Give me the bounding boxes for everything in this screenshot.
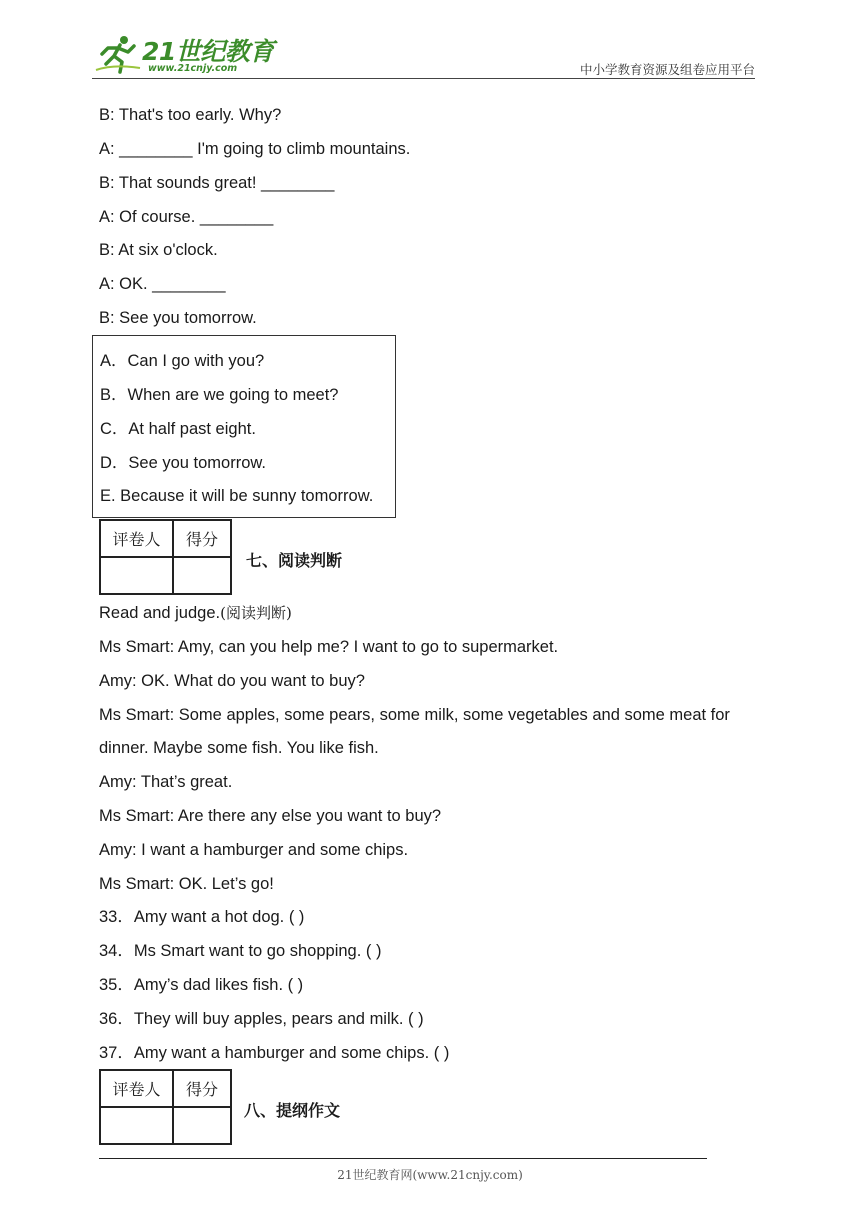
- grader-cell: [100, 1107, 173, 1144]
- grader-label: 评卷人: [100, 1070, 173, 1107]
- runner-logo-icon: [94, 34, 142, 74]
- question-34: 34．Ms Smart want to go shopping. ( ): [99, 942, 382, 960]
- dialogue-line: B: At six o'clock.: [99, 241, 218, 259]
- option-d: D．See you tomorrow.: [100, 454, 266, 472]
- question-35: 35．Amy’s dad likes fish. ( ): [99, 976, 304, 994]
- score-label: 得分: [173, 1070, 231, 1107]
- question-33: 33．Amy want a hot dog. ( ): [99, 908, 305, 926]
- passage-line: Amy: That’s great.: [99, 773, 233, 791]
- passage-line: Ms Smart: Are there any else you want to buy?: [99, 807, 442, 825]
- section-title: 七、阅读判断: [246, 551, 343, 570]
- option-b: B．When are we going to meet?: [100, 386, 339, 404]
- dialogue-line: B: That's too early. Why?: [99, 106, 282, 124]
- passage-line: Ms Smart: Amy, can you help me? I want to go to supermarket.: [99, 638, 559, 656]
- score-table: [99, 1069, 232, 1145]
- passage-line: Ms Smart: Some apples, some pears, some milk, some vegetables and some meat for: [99, 706, 730, 724]
- footer-text: 21世纪教育网(www.21cnjy.com): [337, 1168, 523, 1182]
- grader-cell: [100, 557, 173, 594]
- logo: [92, 30, 274, 78]
- logo-text: 21世纪教育: [142, 37, 274, 66]
- page-header: [92, 30, 755, 80]
- header-platform-text: 中小学教育资源及组卷应用平台: [579, 62, 755, 77]
- dialogue-line: A: ________ I'm going to climb mountains.: [99, 140, 411, 158]
- passage-line: Amy: I want a hamburger and some chips.: [99, 841, 409, 859]
- score-label: 得分: [173, 520, 231, 557]
- question-37: 37．Amy want a hamburger and some chips. ( ): [99, 1044, 450, 1062]
- instruction: Read and judge.(阅读判断): [99, 604, 292, 622]
- score-cell: [173, 557, 231, 594]
- footer-divider: [99, 1158, 707, 1159]
- dialogue-line: B: That sounds great! ________: [99, 174, 335, 192]
- grader-label: 评卷人: [100, 520, 173, 557]
- option-e: E. Because it will be sunny tomorrow.: [100, 487, 374, 505]
- dialogue-line: B: See you tomorrow.: [99, 309, 257, 327]
- passage-line: dinner. Maybe some fish. You like fish.: [99, 739, 379, 757]
- header-divider: [92, 78, 755, 79]
- question-36: 36．They will buy apples, pears and milk. ( ): [99, 1010, 424, 1028]
- section-title: 八、提纲作文: [244, 1101, 341, 1120]
- score-cell: [173, 1107, 231, 1144]
- dialogue-line: A: OK. ________: [99, 275, 226, 293]
- options-box: [92, 335, 396, 518]
- logo-url: www.21cnjy.com: [148, 63, 238, 74]
- passage-line: Amy: OK. What do you want to buy?: [99, 672, 365, 690]
- passage-line: Ms Smart: OK. Let’s go!: [99, 875, 274, 893]
- option-a: A．Can I go with you?: [100, 352, 265, 370]
- option-c: C．At half past eight.: [100, 420, 256, 438]
- dialogue-line: A: Of course. ________: [99, 208, 274, 226]
- score-table: [99, 519, 232, 595]
